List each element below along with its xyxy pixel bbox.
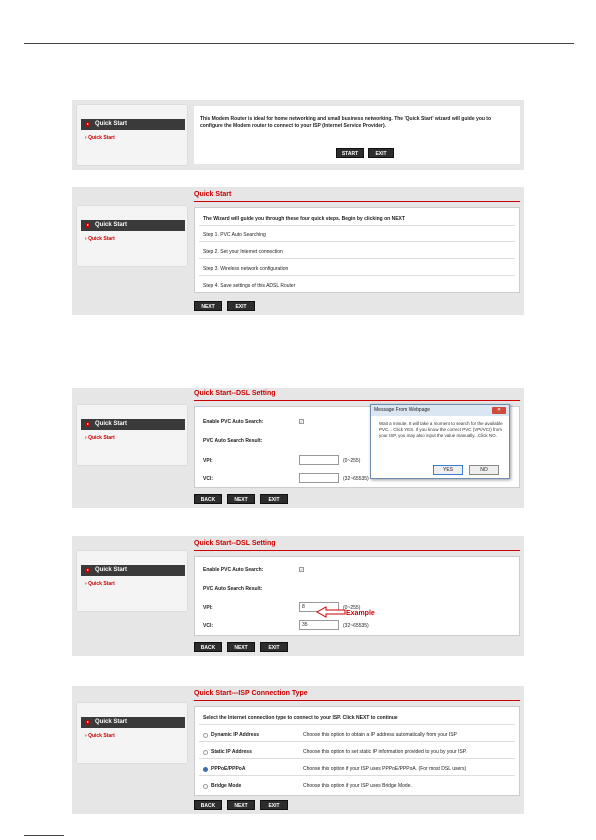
step-item: Step 3. Wireless network configuration [199,262,515,276]
vci-input[interactable] [299,473,339,483]
page-title: Quick Start---ISP Connection Type [194,690,308,697]
sidebar-subitem-quick-start[interactable]: › Quick Start [85,435,115,441]
wizard-intro: The Wizard will guide you through these four quick steps. Begin by clicking on NEXT [199,212,515,226]
enable-pvc-checkbox[interactable]: ✓ [300,419,304,424]
page-title: Quick Start [194,191,232,198]
sidebar-subitem-quick-start[interactable]: › Quick Start [85,236,115,242]
title-rule [194,550,520,551]
vci-range: (32~65535) [343,476,369,482]
sidebar-item-quick-start[interactable] [81,119,185,130]
vci-label: VCI: [203,623,213,629]
next-button[interactable]: NEXT [227,642,255,652]
sidebar-item-label: Quick Start [95,421,128,427]
exit-button[interactable]: EXIT [260,494,288,504]
enable-pvc-label: Enable PVC Auto Search: [203,419,264,425]
isp-option-row[interactable] [199,745,515,759]
arrow-icon [85,568,90,573]
isp-option-desc: Choose this option if your ISP uses PPPoE/PPPoA. (For most DSL users) [303,766,467,772]
sidebar-item-label: Quick Start [95,121,128,127]
enable-pvc-checkbox[interactable]: ✓ [300,567,304,572]
sidebar [76,104,188,166]
screenshot-intro [72,100,524,170]
exit-button[interactable]: EXIT [368,148,394,158]
close-icon[interactable]: ✕ [492,407,506,414]
arrow-icon [85,720,90,725]
isp-option-name: PPPoE/PPPoA [211,766,246,772]
isp-option-name: Static IP Address [211,749,252,755]
no-button[interactable]: NO [469,465,499,475]
screenshot-isp [72,686,524,814]
sidebar [76,404,188,466]
sidebar-item-quick-start[interactable] [81,717,185,728]
sidebar [76,205,188,267]
sidebar-item-label: Quick Start [95,719,128,725]
back-button[interactable]: BACK [194,800,222,810]
sidebar-item-label: Quick Start [95,567,128,573]
isp-option-desc: Choose this option to set static IP information provided to you by your ISP. [303,749,467,755]
start-button[interactable]: START [336,148,364,158]
isp-option-name: Dynamic IP Address [211,732,260,738]
sidebar-subitem-quick-start[interactable]: › Quick Start [85,135,115,141]
dsl-panel [194,556,520,636]
next-button[interactable]: NEXT [227,494,255,504]
next-button[interactable]: NEXT [227,800,255,810]
isp-panel [194,706,520,796]
message-dialog [370,404,510,479]
intro-text: This Modem Router is ideal for home networking and small business networking. The 'Quick Start' wizard will guide you to configure the Modem router to connect to your ISP (Internet Service Provider). [200,116,492,129]
yes-button[interactable]: YES [433,465,463,475]
arrow-icon [85,422,90,427]
vci-label: VCI: [203,476,213,482]
vpi-label: VPI: [203,458,213,464]
page-title: Quick Start--DSL Setting [194,540,276,547]
exit-button[interactable]: EXIT [227,301,255,311]
example-label: Example [346,610,375,617]
title-rule [194,201,520,202]
arrow-icon [85,122,90,127]
isp-option-row[interactable] [199,728,515,742]
example-arrow-icon [316,606,346,618]
sidebar-item-quick-start[interactable] [81,220,185,231]
sidebar-item-quick-start[interactable] [81,419,185,430]
back-button[interactable]: BACK [194,642,222,652]
isp-option-row[interactable] [199,779,515,793]
isp-option-name: Bridge Mode [211,783,242,789]
dynamic-ip-radio[interactable] [203,733,208,738]
sidebar [76,702,188,764]
dialog-title: Message From Webpage [371,405,509,416]
steps-panel [194,207,520,293]
step-item: Step 2. Set your Internet connection [199,245,515,259]
sidebar-item-quick-start[interactable] [81,565,185,576]
vpi-range: (0~255) [343,605,361,611]
static-ip-radio[interactable] [203,750,208,755]
pppoe-radio[interactable] [203,767,208,772]
isp-option-row[interactable] [199,762,515,776]
vpi-label: VPI: [203,605,213,611]
sidebar-subitem-quick-start[interactable]: › Quick Start [85,581,115,587]
vpi-range: (0~255) [343,458,361,464]
enable-pvc-label: Enable PVC Auto Search: [203,567,264,573]
next-button[interactable]: NEXT [194,301,222,311]
title-rule [194,700,520,701]
isp-option-desc: Choose this option if your ISP uses Bridge Mode. [303,783,412,789]
screenshot-dsl-example [72,536,524,656]
pvc-result-label: PVC Auto Search Result: [203,586,263,592]
isp-option-desc: Choose this option to obtain a IP address automatically from your ISP [303,732,457,738]
sidebar-subitem-quick-start[interactable]: › Quick Start [85,733,115,739]
arrow-icon [85,223,90,228]
pvc-result-label: PVC Auto Search Result: [203,438,263,444]
footer-rule [24,835,64,836]
screenshot-wizard [72,187,524,315]
header-rule [24,43,574,44]
vci-input[interactable]: 35 [299,620,339,630]
back-button[interactable]: BACK [194,494,222,504]
isp-intro: Select the Internet connection type to connect to your ISP. Click NEXT to continue [199,711,515,725]
dialog-message: Wait a minute. It will take a moment to search for the available PVC... Click YES. If you know the correct PVC (VPI/VCI) from your ISP, you may also input the value manually...Click NO. [379,421,503,438]
page-title: Quick Start--DSL Setting [194,390,276,397]
intro-panel [194,106,520,164]
step-item: Step 4. Save settings of this ADSL Router [203,283,296,289]
exit-button[interactable]: EXIT [260,642,288,652]
exit-button[interactable]: EXIT [260,800,288,810]
step-item: Step 1. PVC Auto Searching [199,228,515,242]
vpi-input[interactable]: 8 [299,602,339,612]
bridge-mode-radio[interactable] [203,784,208,789]
vci-range: (32~65535) [343,623,369,629]
sidebar [76,550,188,612]
title-rule [194,400,520,401]
vpi-input[interactable] [299,455,339,465]
sidebar-item-label: Quick Start [95,222,128,228]
